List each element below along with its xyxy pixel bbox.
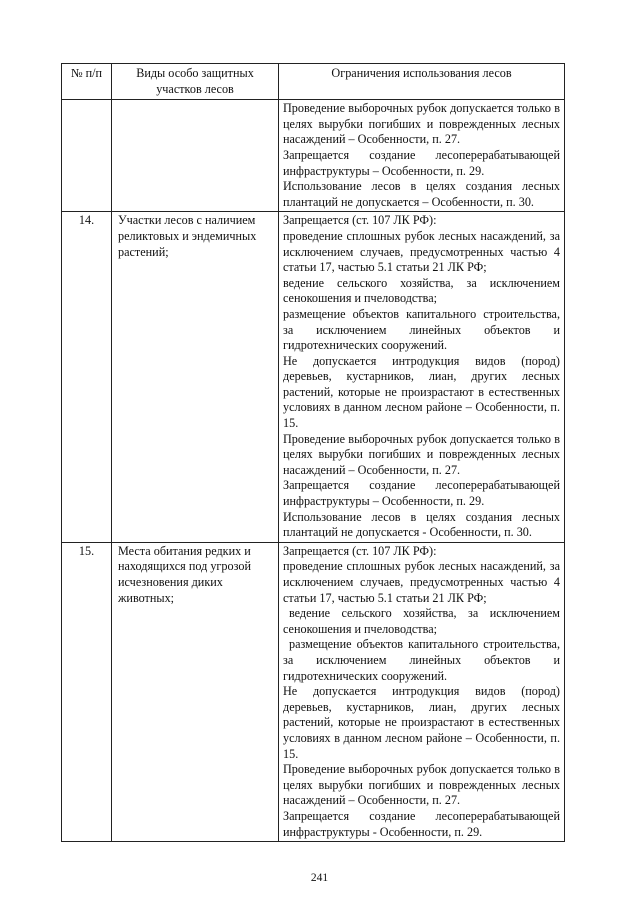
- row-number: 14.: [62, 212, 112, 542]
- row-kind: Участки лесов с наличием реликтовых и эндемичных растений;: [112, 212, 279, 542]
- table-row: [62, 100, 565, 212]
- restriction-text: ведение сельского хозяйства, за исключением сенокошения и пчеловодства;: [283, 275, 560, 306]
- restriction-text: Запрещается создание лесоперерабатывающей инфраструктуры – Особенности, п. 29.: [283, 147, 560, 178]
- row-restrictions: [279, 100, 565, 212]
- restriction-text: размещение объектов капитального строительства, за исключением линейных объектов и гидротехнических сооружений.: [283, 306, 560, 353]
- restriction-text: Использование лесов в целях создания лесных плантаций не допускается – Особенности, п. 30.: [283, 179, 560, 209]
- restriction-text: ведение сельского хозяйства, за исключением сенокошения и пчеловодства;: [283, 606, 560, 636]
- restriction-text: Запрещается (ст. 107 ЛК РФ):: [283, 543, 437, 558]
- restriction-text: Использование лесов в целях создания лесных плантаций не допускается - Особенности, п. 30.: [283, 509, 560, 540]
- restriction-text: Не допускается интродукция видов (пород) деревьев, кустарников, лиан, других лесных растений, которые не произрастают в естественных условиях в данном лесном районе – Особенности, п. 15.: [283, 684, 560, 761]
- restriction-text: Проведение выборочных рубок допускается только в целях вырубки погибших и поврежденных лесных насаждений – Особенности, п. 27.: [283, 431, 560, 477]
- table-row: [62, 212, 565, 542]
- restriction-text: размещение объектов капитального строительства, за исключением линейных объектов и гидротехнических сооружений.: [283, 637, 560, 683]
- restrictions-table: [61, 63, 565, 842]
- restriction-text: Проведение выборочных рубок допускается только в целях вырубки погибших и поврежденных лесных насаждений – Особенности, п. 27.: [283, 762, 560, 808]
- restriction-text: Запрещается (ст. 107 ЛК РФ):: [283, 213, 437, 228]
- table-row: [62, 542, 565, 841]
- restriction-text: Запрещается создание лесоперерабатывающей инфраструктуры - Особенности, п. 29.: [283, 808, 560, 839]
- row-restrictions: [279, 212, 565, 542]
- restriction-text: Запрещается создание лесоперерабатывающей инфраструктуры – Особенности, п. 29.: [283, 478, 560, 509]
- row-number: [62, 100, 112, 212]
- header-number: № п/п: [62, 64, 112, 100]
- restriction-text: проведение сплошных рубок лесных насаждений, за исключением случаев, предусмотренных частью 4 статьи 17, частью 5.1 статьи 21 ЛК РФ;: [283, 228, 560, 275]
- row-number: 15.: [62, 542, 112, 841]
- row-kind: [112, 100, 279, 212]
- row-kind: Места обитания редких и находящихся под угрозой исчезновения диких животных;: [112, 542, 279, 841]
- row-restrictions: [279, 542, 565, 841]
- restriction-text: Не допускается интродукция видов (пород) деревьев, кустарников, лиан, других лесных растений, которые не произрастают в естественных условиях в данном лесном районе – Особенности, п. 15.: [283, 353, 560, 431]
- restriction-text: Проведение выборочных рубок допускается только в целях вырубки погибших и поврежденных лесных насаждений – Особенности, п. 27.: [283, 101, 560, 147]
- header-restrictions: Ограничения использования лесов: [279, 64, 565, 100]
- table-header-row: [62, 64, 565, 100]
- restriction-text: проведение сплошных рубок лесных насаждений, за исключением случаев, предусмотренных частью 4 статьи 17, частью 5.1 статьи 21 ЛК РФ;: [283, 559, 560, 605]
- page-number: 241: [310, 872, 329, 884]
- header-kind: Виды особо защитных участков лесов: [112, 64, 279, 100]
